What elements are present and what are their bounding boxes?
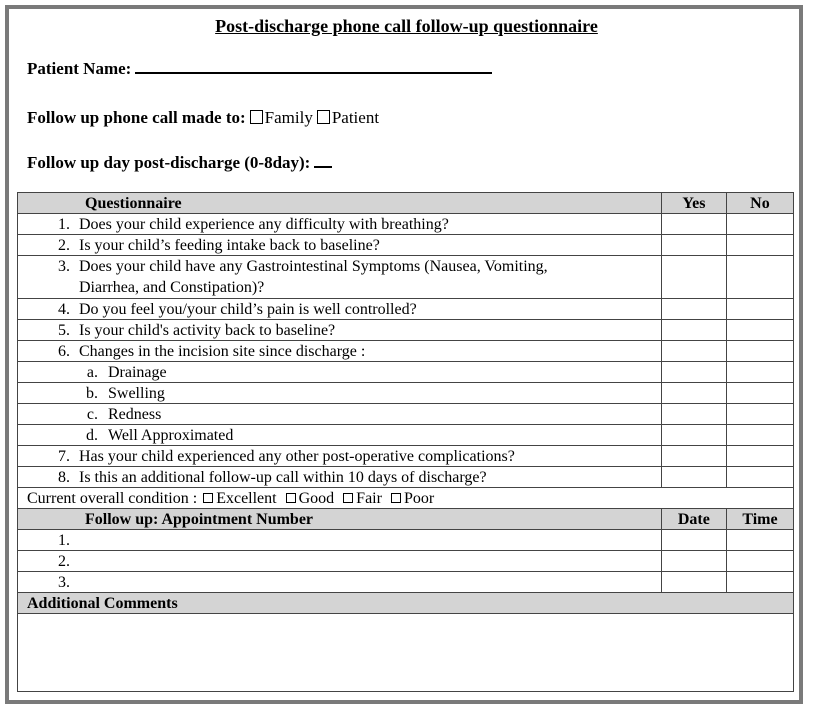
question-row-6d — [18, 425, 794, 446]
question-text: Has your child experienced any other post-operative complications? — [79, 447, 515, 465]
patient-name-label: Patient Name: — [27, 59, 132, 78]
no-header: No — [726, 193, 793, 214]
patient-checkbox[interactable] — [317, 110, 330, 124]
followup-call-label: Follow up phone call made to: — [27, 108, 246, 127]
yes-cell[interactable] — [661, 320, 726, 341]
family-checkbox[interactable] — [250, 110, 263, 124]
excellent-label: Excellent — [216, 489, 277, 507]
no-cell[interactable] — [726, 383, 793, 404]
question-number: 5. — [58, 321, 70, 339]
comments-header-row — [18, 593, 794, 614]
followup-call-row — [27, 108, 379, 128]
question-text: Changes in the incision site since discharge : — [79, 342, 366, 360]
yes-cell[interactable] — [661, 383, 726, 404]
poor-checkbox[interactable] — [391, 493, 401, 503]
appointment-header-row — [18, 509, 794, 530]
comments-area[interactable] — [18, 614, 794, 692]
question-text: Is this an additional follow-up call within 10 days of discharge? — [79, 468, 487, 486]
question-row-3 — [18, 256, 794, 299]
time-cell[interactable] — [726, 551, 793, 572]
date-cell[interactable] — [661, 551, 726, 572]
question-row-5 — [18, 320, 794, 341]
question-row-8 — [18, 467, 794, 488]
question-row-6c — [18, 404, 794, 425]
appointment-row-1 — [18, 530, 794, 551]
no-cell[interactable] — [726, 320, 793, 341]
yes-cell[interactable] — [661, 425, 726, 446]
question-row-2 — [18, 235, 794, 256]
question-number: 8. — [58, 468, 70, 486]
no-cell[interactable] — [726, 235, 793, 256]
no-cell[interactable] — [726, 256, 793, 299]
yes-cell[interactable] — [661, 362, 726, 383]
question-text: Is your child's activity back to baseline? — [79, 321, 336, 339]
comments-header: Additional Comments — [18, 593, 794, 614]
question-row-4 — [18, 299, 794, 320]
overall-condition-label: Current overall condition : — [27, 489, 198, 507]
yes-cell[interactable] — [661, 235, 726, 256]
question-row-1 — [18, 214, 794, 235]
question-text: Is your child’s feeding intake back to baseline? — [79, 236, 380, 254]
no-cell[interactable] — [726, 425, 793, 446]
question-number: 1. — [58, 215, 70, 233]
question-number: b. — [86, 384, 98, 402]
question-text: Drainage — [108, 363, 167, 381]
no-cell[interactable] — [726, 467, 793, 488]
yes-cell[interactable] — [661, 299, 726, 320]
questionnaire-table — [17, 192, 794, 692]
time-header: Time — [726, 509, 793, 530]
date-header: Date — [661, 509, 726, 530]
question-row-6 — [18, 341, 794, 362]
yes-header: Yes — [661, 193, 726, 214]
family-option-label: Family — [264, 108, 313, 127]
followup-day-label: Follow up day post-discharge (0-8day): — [27, 153, 311, 172]
time-cell[interactable] — [726, 572, 793, 593]
yes-cell[interactable] — [661, 467, 726, 488]
yes-cell[interactable] — [661, 404, 726, 425]
appointment-row-3 — [18, 572, 794, 593]
date-cell[interactable] — [661, 572, 726, 593]
questionnaire-header-row — [18, 193, 794, 214]
patient-name-row — [27, 59, 492, 79]
patient-name-field[interactable] — [135, 62, 492, 74]
question-text: Does your child experience any difficulty with breathing? — [79, 215, 449, 233]
question-row-6b — [18, 383, 794, 404]
no-cell[interactable] — [726, 341, 793, 362]
appointment-row-2 — [18, 551, 794, 572]
question-number: 6. — [58, 342, 70, 360]
no-cell[interactable] — [726, 404, 793, 425]
question-text: Does your child have any Gastrointestinal Symptoms (Nausea, Vomiting, — [79, 258, 548, 275]
question-text: Well Approximated — [108, 426, 234, 444]
yes-cell[interactable] — [661, 214, 726, 235]
question-text: Swelling — [108, 384, 165, 402]
question-text: Do you feel you/your child’s pain is well controlled? — [79, 300, 417, 318]
no-cell[interactable] — [726, 299, 793, 320]
question-text: Redness — [108, 405, 162, 423]
appointment-number: 2. — [58, 552, 70, 570]
excellent-checkbox[interactable] — [203, 493, 213, 503]
question-number: 4. — [58, 300, 70, 318]
yes-cell[interactable] — [661, 256, 726, 299]
no-cell[interactable] — [726, 214, 793, 235]
question-number: 3. — [58, 258, 70, 275]
followup-day-field[interactable] — [314, 156, 332, 168]
time-cell[interactable] — [726, 530, 793, 551]
no-cell[interactable] — [726, 362, 793, 383]
appointment-header: Follow up: Appointment Number — [18, 509, 662, 530]
question-number: 2. — [58, 236, 70, 254]
question-text-continued: Diarrhea, and Constipation)? — [79, 279, 265, 296]
document-title: Post-discharge phone call follow-up questionnaire — [215, 16, 598, 36]
comments-row — [18, 614, 794, 692]
yes-cell[interactable] — [661, 341, 726, 362]
question-number: d. — [86, 426, 98, 444]
good-label: Good — [298, 489, 335, 507]
followup-day-row — [27, 153, 332, 173]
questionnaire-header: Questionnaire — [18, 193, 662, 214]
appointment-number: 1. — [58, 531, 70, 549]
question-row-6a — [18, 362, 794, 383]
patient-option-label: Patient — [331, 108, 380, 127]
question-row-7 — [18, 446, 794, 467]
date-cell[interactable] — [661, 530, 726, 551]
fair-label: Fair — [356, 489, 382, 507]
overall-condition-row — [18, 488, 794, 509]
no-cell[interactable] — [726, 446, 793, 467]
good-checkbox[interactable] — [286, 493, 296, 503]
yes-cell[interactable] — [661, 446, 726, 467]
fair-checkbox[interactable] — [343, 493, 353, 503]
question-number: c. — [86, 405, 98, 423]
question-number: 7. — [58, 447, 70, 465]
poor-label: Poor — [403, 489, 435, 507]
question-number: a. — [86, 363, 98, 381]
appointment-number: 3. — [58, 573, 70, 591]
